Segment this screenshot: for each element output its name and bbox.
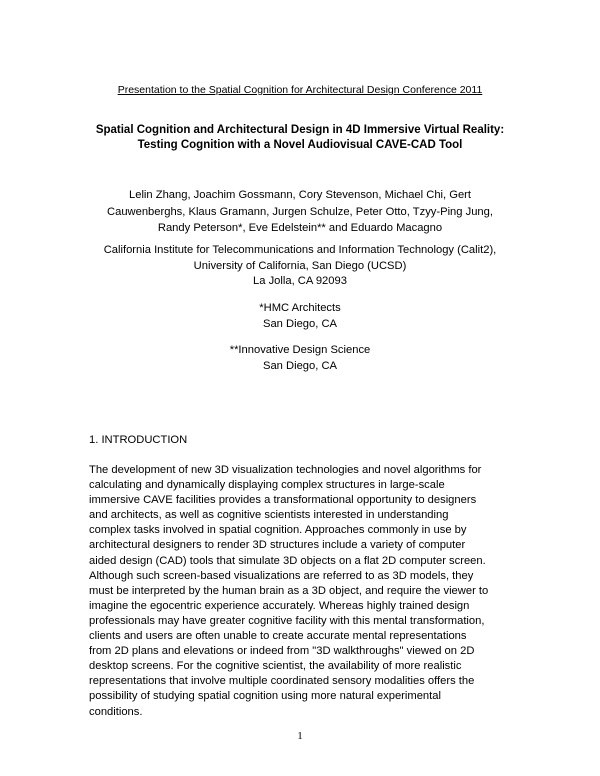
body-line: Although such screen-based visualizations are referred to as 3D models, they (89, 569, 474, 582)
affiliation-line: California Institute for Telecommunications and Information Technology (Calit2), (103, 244, 497, 256)
body-line: calculating and dynamically displaying complex structures in large-scale (89, 479, 445, 492)
body-line: imagine the egocentric experience accurately. Whereas highly trained design (89, 599, 470, 612)
body-line: professionals may have greater cognitive facility with this mental transformation, (89, 614, 485, 627)
author-line: Randy Peterson*, Eve Edelstein** and Eduardo Macagno (157, 222, 443, 234)
body-line: The development of new 3D visualization technologies and novel algorithms for (89, 464, 482, 476)
body-line: representations that involve multiple coordinated sensory modalities offers the (89, 675, 475, 688)
body-line: from 2D plans and elevations or indeed from "3D walkthroughs" viewed on 2D (89, 645, 475, 658)
body-line: and architects, as well as cognitive scientists interested in understanding (89, 509, 449, 522)
title-line: Spatial Cognition and Architectural Design in 4D Immersive Virtual Reality: (95, 124, 505, 136)
affiliation-line: University of California, San Diego (UCSD) (193, 259, 407, 272)
body-line: clients and users are often unable to create accurate mental representations (89, 630, 467, 643)
body-line: must be interpreted by the human brain as a 3D object, and require the viewer to (89, 584, 489, 597)
author-list (60, 187, 540, 237)
affiliation-calit2 (60, 243, 540, 290)
section-heading: 1. INTRODUCTION (89, 434, 188, 446)
body-line: aided design (CAD) tools that simulate 3D objects on a flat 2D computer screen. (89, 554, 486, 567)
body-line: possibility of studying spatial cognition using more natural experimental (89, 690, 441, 703)
body-line: architectural designers to render 3D structures include a variety of computer (89, 539, 466, 552)
affiliation-hmc (60, 301, 540, 332)
page-number: 1 (297, 730, 303, 742)
body-line: desktop screens. For the cognitive scientist, the availability of more realistic (89, 660, 462, 673)
author-line: Lelin Zhang, Joachim Gossmann, Cory Stevenson, Michael Chi, Gert (129, 189, 471, 201)
affiliation-line: **Innovative Design Science (229, 344, 371, 356)
affiliation-line: La Jolla, CA 92093 (253, 275, 347, 287)
body-paragraph (89, 463, 529, 720)
affiliation-line: San Diego, CA (262, 359, 337, 372)
body-line: conditions. (89, 705, 143, 718)
affiliation-line: San Diego, CA (262, 317, 337, 330)
body-line: immersive CAVE facilities provides a transformational opportunity to designers (89, 494, 477, 507)
author-line: Cauwenberghs, Klaus Gramann, Jurgen Schulze, Peter Otto, Tzyy-Ping Jung, (107, 205, 493, 218)
conference-line: Presentation to the Spatial Cognition for Architectural Design Conference 2011 (117, 84, 483, 96)
body-line: complex tasks involved in spatial cognition. Approaches commonly in use by (89, 524, 467, 537)
title-line: Testing Cognition with a Novel Audiovisual CAVE-CAD Tool (137, 139, 463, 151)
affiliation-line: *HMC Architects (259, 302, 341, 314)
paper-title (60, 123, 540, 153)
affiliation-ids (60, 343, 540, 374)
